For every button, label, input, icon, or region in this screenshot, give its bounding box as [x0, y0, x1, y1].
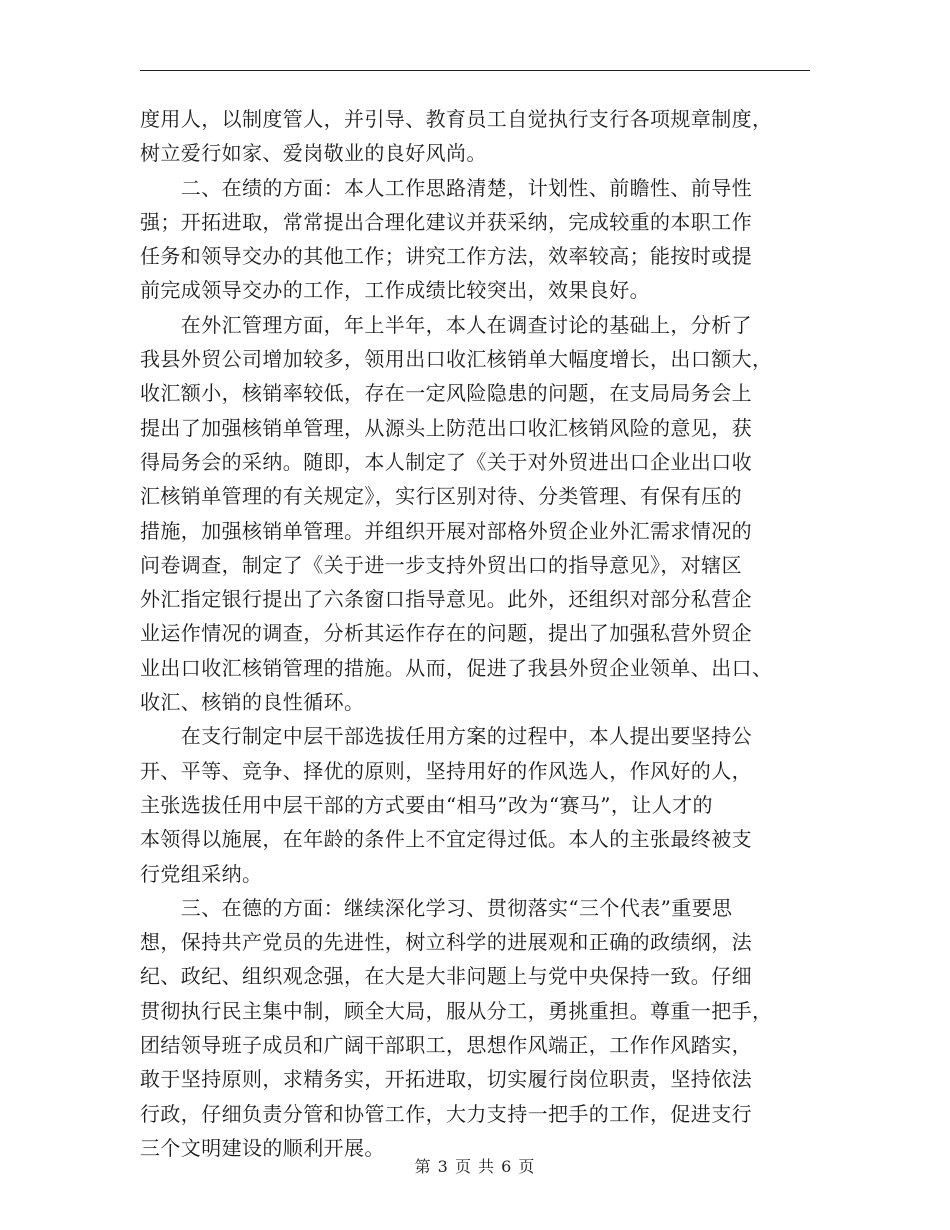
text-line: 任务和领导交办的其他工作；讲究工作方法，效率较高；能按时或提: [140, 244, 752, 269]
text-line: 树立爱行如家、爱岗敬业的良好风尚。: [140, 141, 487, 166]
text-line: 开、平等、竞争、择优的原则，坚持用好的作风选人，作风好的人，: [140, 758, 752, 783]
text-line: 本领得以施展，在年龄的条件上不宜定得过低。本人的主张最终被支: [140, 827, 752, 852]
text-line: 行党组采纳。: [140, 861, 263, 886]
body-text: [140, 102, 812, 1165]
text-line: 强；开拓进取，常常提出合理化建议并获采纳，完成较重的本职工作: [140, 209, 752, 234]
text-line: 三个文明建设的顺利开展。: [140, 1135, 385, 1160]
text-line: 敢于坚持原则，求精务实，开拓进取，切实履行岗位职责，坚持依法: [140, 1067, 752, 1092]
text-line: 在外汇管理方面，年上半年，本人在调查讨论的基础上，分析了: [140, 312, 752, 337]
text-line: 业运作情况的调查，分析其运作存在的问题，提出了加强私营外贸企: [140, 621, 752, 646]
text-line: 收汇、核销的良性循环。: [140, 690, 365, 715]
text-line: 外汇指定银行提出了六条窗口指导意见。此外，还组织对部分私营企: [140, 587, 752, 612]
text-line: 团结领导班子成员和广阔干部职工，思想作风端正，工作作风踏实，: [140, 1033, 752, 1058]
text-line: 提出了加强核销单管理，从源头上防范出口收汇核销风险的意见，获: [140, 415, 752, 440]
text-line: 度用人，以制度管人，并引导、教育员工自觉执行支行各项规章制度，: [140, 107, 773, 131]
text-line: 想，保持共产党员的先进性，树立科学的进展观和正确的政绩纲，法: [140, 930, 752, 955]
header-rule: [140, 70, 810, 71]
text-line: 我县外贸公司增加较多，领用出口收汇核销单大幅度增长，出口额大，: [140, 347, 773, 372]
text-line: 三、在德的方面：继续深化学习、贯彻落实“三个代表”重要思: [140, 895, 733, 920]
text-line: 前完成领导交办的工作，工作成绩比较突出，效果良好。: [140, 278, 650, 303]
text-line: 主张选拔任用中层干部的方式要由“相马”改为“赛马”，让人才的: [140, 792, 713, 817]
text-line: 二、在绩的方面：本人工作思路清楚，计划性、前瞻性、前导性: [140, 175, 752, 200]
text-line: 问卷调查，制定了《关于进一步支持外贸出口的指导意见》，对辖区: [140, 552, 742, 577]
text-line: 汇核销单管理的有关规定》，实行区别对待、分类管理、有保有压的: [140, 484, 742, 509]
text-line: 收汇额小，核销率较低，存在一定风险隐患的问题，在支局局务会上: [140, 381, 752, 406]
text-line: 措施，加强核销单管理。并组织开展对部格外贸企业外汇需求情况的: [140, 518, 752, 543]
text-line: 纪、政纪、组织观念强，在大是大非问题上与党中央保持一致。仔细: [140, 964, 752, 989]
text-line: 在支行制定中层干部选拔任用方案的过程中，本人提出要坚持公: [140, 724, 752, 749]
page-footer: 第 3 页 共 6 页: [414, 1157, 536, 1176]
text-line: 得局务会的采纳。随即，本人制定了《关于对外贸进出口企业出口收: [140, 449, 752, 474]
text-line: 业出口收汇核销管理的措施。从而，促进了我县外贸企业领单、出口、: [140, 655, 773, 680]
text-line: 贯彻执行民主集中制，顾全大局，服从分工，勇挑重担。尊重一把手，: [140, 998, 773, 1023]
text-line: 行政，仔细负责分管和协管工作，大力支持一把手的工作，促进支行: [140, 1101, 752, 1126]
